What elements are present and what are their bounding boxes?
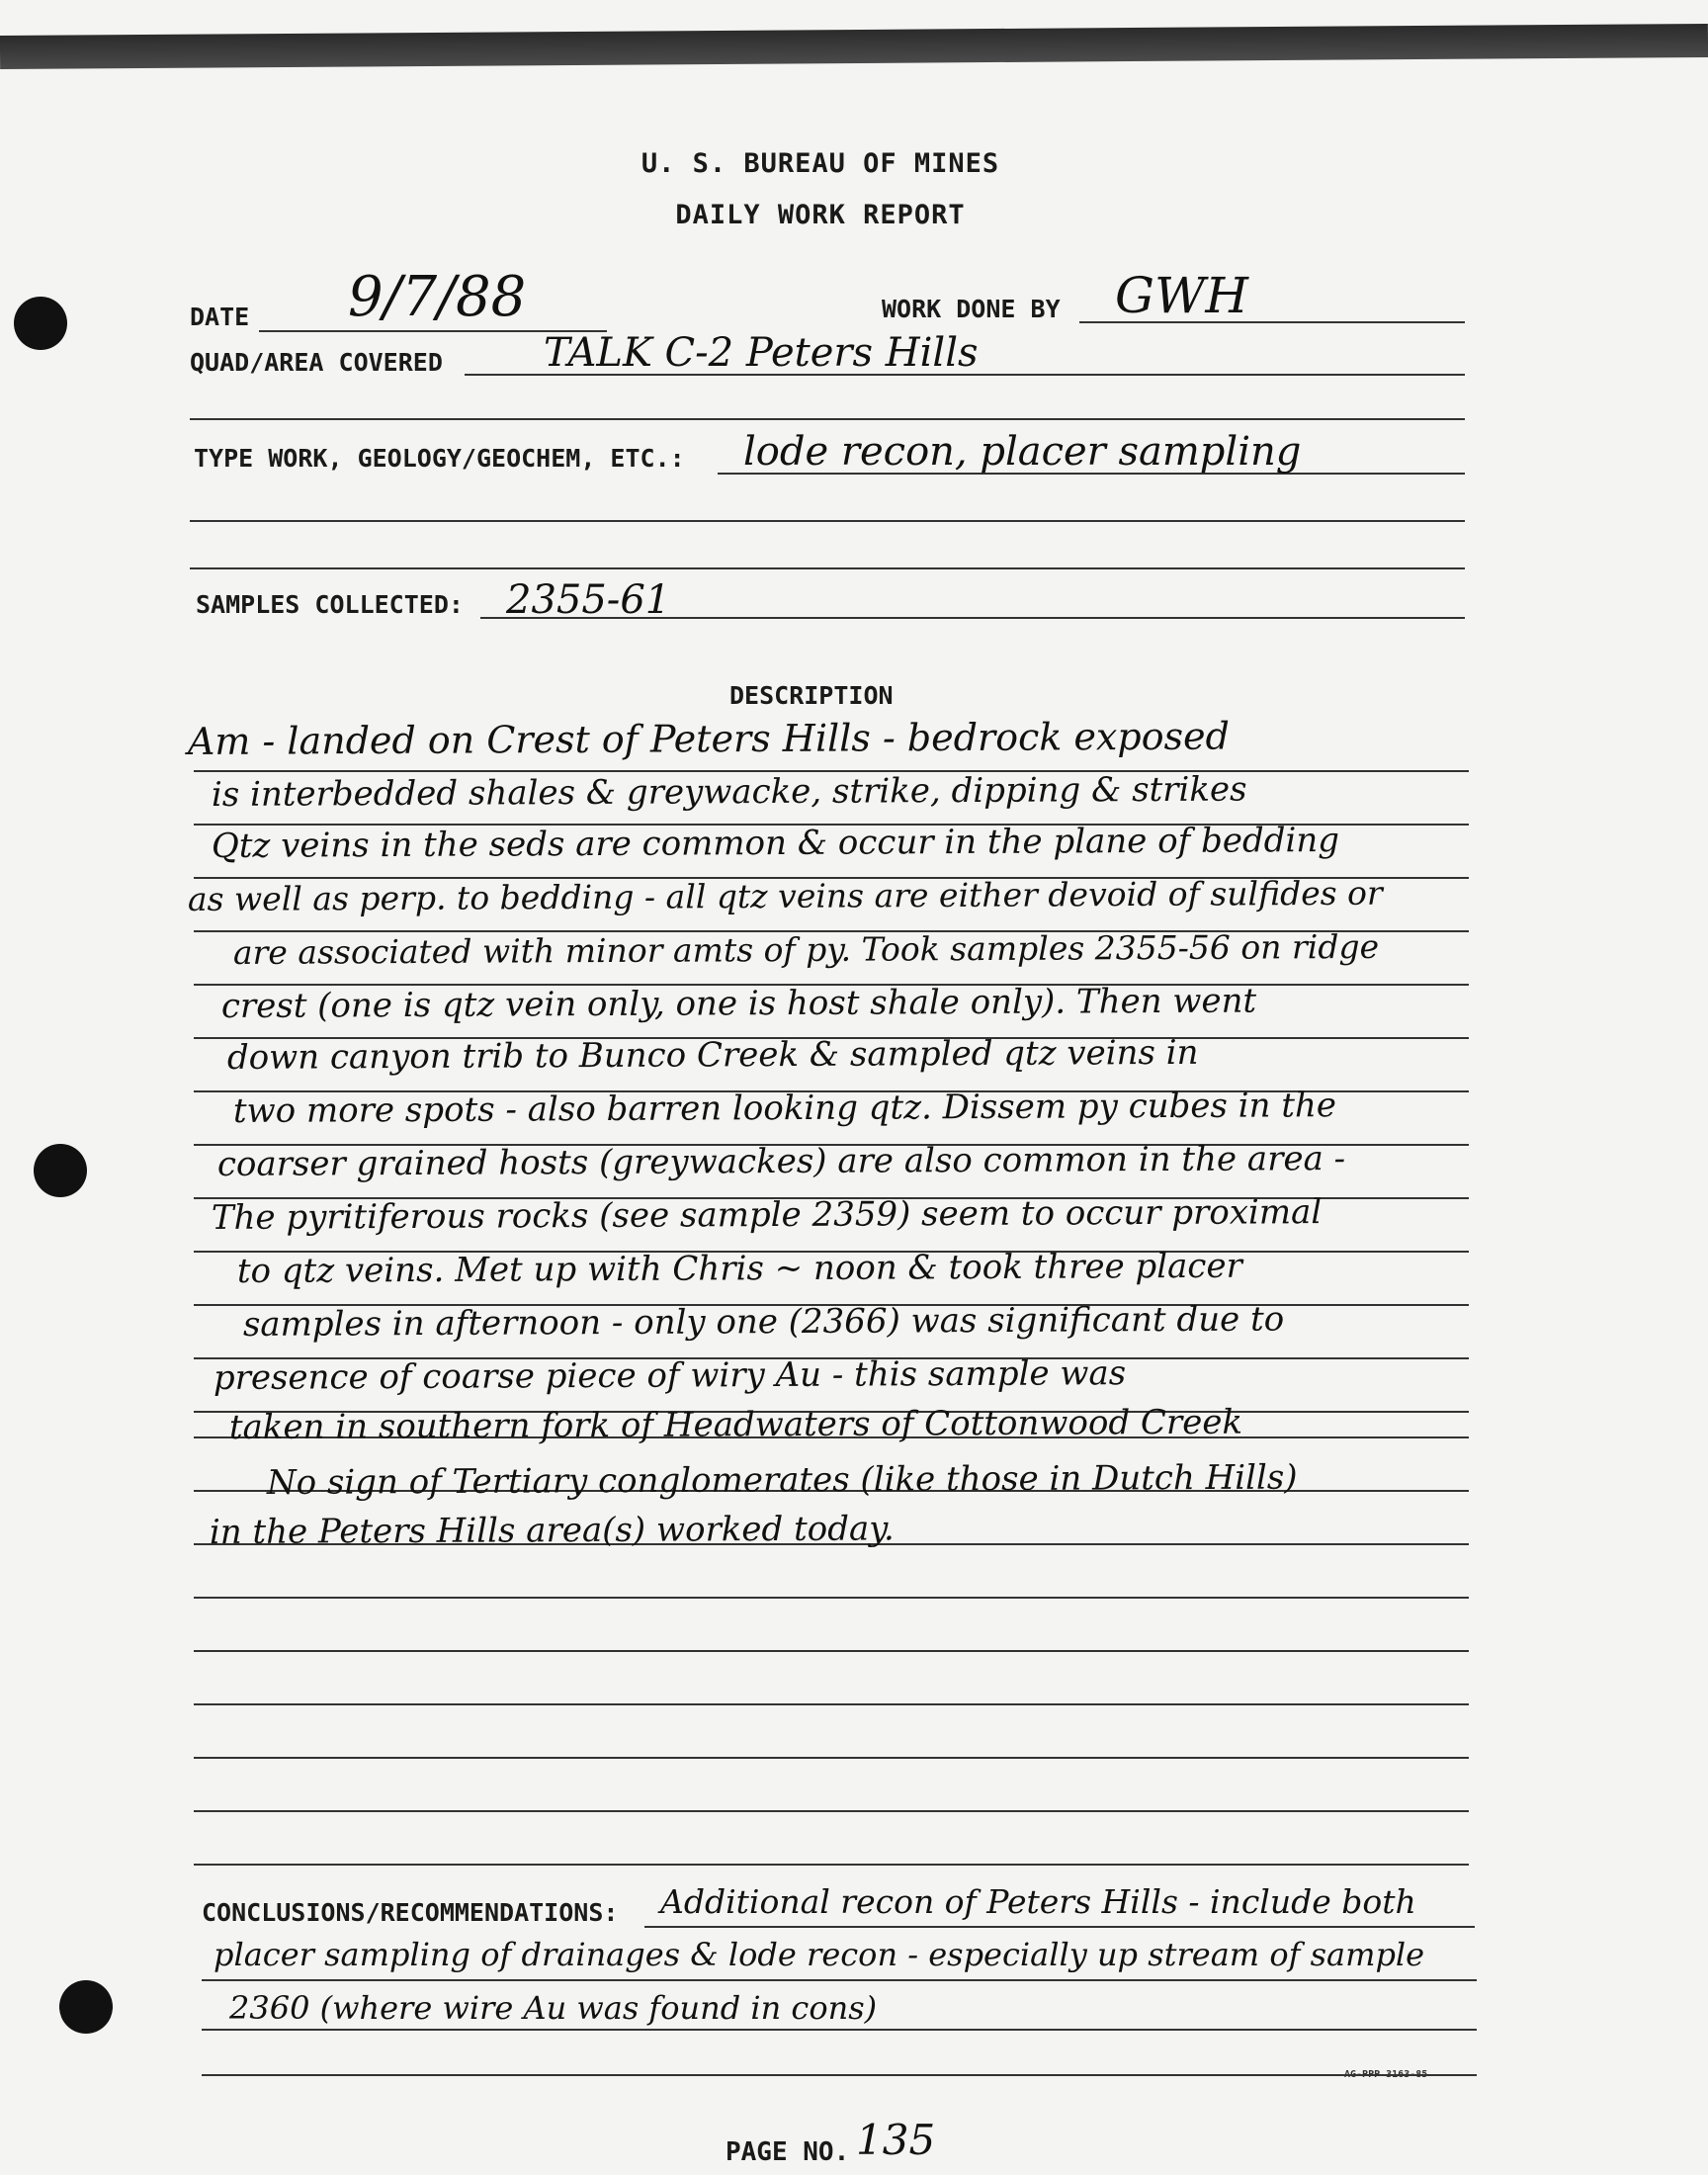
report-title: DAILY WORK REPORT (675, 200, 966, 230)
blank-line (190, 567, 1465, 569)
description-line: presence of coarse piece of wiry Au - this sample was (213, 1353, 1127, 1398)
samples-value: 2355-61 (506, 577, 671, 623)
description-line: The pyritiferous rocks (see sample 2359) seem to occur proximal (211, 1192, 1323, 1238)
punch-hole (34, 1144, 87, 1197)
blank-line (202, 2074, 1477, 2076)
blank-line (190, 418, 1465, 420)
quad-value: TALK C-2 Peters Hills (544, 330, 979, 376)
punch-hole (14, 297, 67, 350)
conclusions-line-1: Additional recon of Peters Hills - include both (660, 1882, 1416, 1921)
description-line: coarser grained hosts (greywackes) are also common in the area - (216, 1139, 1346, 1184)
description-line: are associated with minor amts of py. Took samples 2355-56 on ridge (232, 926, 1380, 972)
description-line: samples in afternoon - only one (2366) was significant due to (242, 1299, 1285, 1345)
date-label: DATE (190, 303, 250, 331)
description-line: Am - landed on Crest of Peters Hills - bedrock exposed (187, 714, 1230, 763)
description-line: as well as perp. to bedding - all qtz veins are either devoid of sulfides or (187, 873, 1383, 918)
page-number-value: 135 (856, 2116, 936, 2164)
date-value: 9/7/88 (348, 265, 527, 329)
description-line: down canyon trib to Bunco Creek & sampled qtz veins in (226, 1032, 1199, 1078)
form-number: AG-PPP 3163-85 (1344, 2069, 1428, 2080)
work-done-by-label: WORK DONE BY (882, 295, 1061, 323)
org-title: U. S. BUREAU OF MINES (640, 148, 1000, 179)
samples-label: SAMPLES COLLECTED: (196, 590, 464, 619)
punch-hole (59, 1980, 113, 2034)
description-line: to qtz veins. Met up with Chris ~ noon & took three placer (236, 1246, 1242, 1291)
type-work-label: TYPE WORK, GEOLOGY/GEOCHEM, ETC.: (194, 444, 685, 473)
work-done-by-value: GWH (1115, 267, 1248, 324)
conclusions-label: CONCLUSIONS/RECOMMENDATIONS: (202, 1898, 619, 1927)
scan-top-edge (0, 24, 1708, 69)
blank-line (202, 1979, 1477, 1981)
blank-line (190, 520, 1465, 522)
conclusions-underline (644, 1926, 1475, 1928)
quad-label: QUAD/AREA COVERED (190, 348, 443, 377)
description-line: in the Peters Hills area(s) worked today. (209, 1509, 895, 1552)
description-line: Qtz veins in the seds are common & occur in the plane of bedding (211, 821, 1340, 866)
description-line: crest (one is qtz vein only, one is host shale only). Then went (220, 981, 1257, 1026)
description-line: taken in southern fork of Headwaters of Cottonwood Creek (228, 1402, 1243, 1447)
conclusions-line-2: placer sampling of drainages & lode recon - especially up stream of sample (214, 1936, 1425, 1973)
blank-line (202, 2029, 1477, 2031)
description-heading: DESCRIPTION (729, 681, 894, 710)
type-work-value: lode recon, placer sampling (743, 429, 1302, 475)
page-number-label: PAGE NO. (726, 2137, 850, 2167)
conclusions-line-3: 2360 (where wire Au was found in cons) (229, 1989, 878, 2027)
description-line: two more spots - also barren looking qtz. Dissem py cubes in the (232, 1086, 1337, 1131)
description-line: No sign of Tertiary conglomerates (like those in Dutch Hills) (266, 1457, 1298, 1503)
description-line: is interbedded shales & greywacke, strike, dipping & strikes (211, 769, 1247, 815)
